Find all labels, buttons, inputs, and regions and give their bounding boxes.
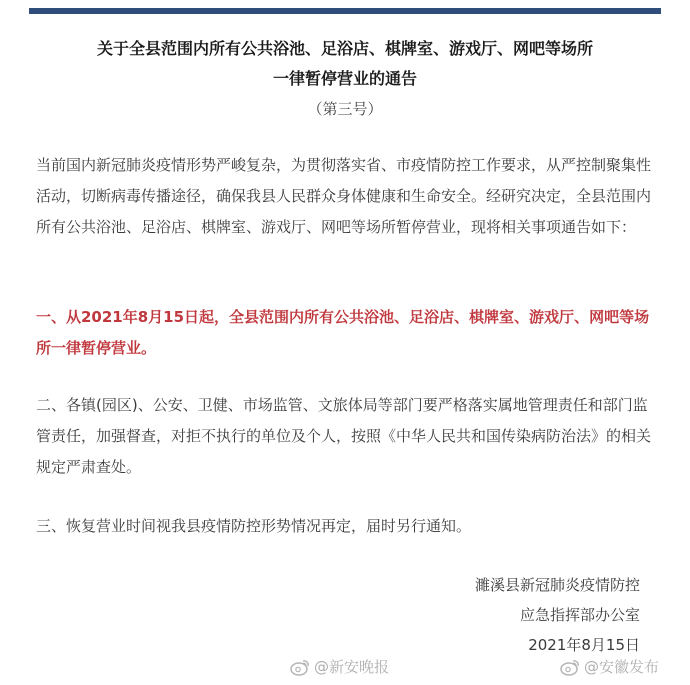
watermark-left-text: @新安晚报 [314,658,390,676]
item-1-paragraph: 一、从2021年8月15日起，全县范围内所有公共浴池、足浴店、棋牌室、游戏厅、网吧等场所一律暂停营业。 [36,308,650,357]
weibo-icon [290,658,310,676]
item-2-paragraph: 二、各镇(园区)、公安、卫健、市场监管、文旅体局等部门要严格落实属地管理责任和部门监管责任，加强督查，对拒不执行的单位及个人，按照《中华人民共和国传染病防治法》的相关规定严肃查处。 [36,396,652,476]
weibo-icon [560,658,580,676]
watermark-xinan-evening [290,656,389,677]
item-3-paragraph: 三、恢复营业时间视我县疫情防控形势情况再定，届时另行通知。 [36,517,472,535]
watermark-anhui-release [560,656,659,677]
signature-date: 2021年8月15日 [528,636,640,654]
notice-number: （第三号） [307,100,383,118]
watermark-right-text: @安徽发布 [584,658,660,676]
header-divider-bar [29,8,661,14]
signature-line1: 濉溪县新冠肺炎疫情防控 [474,576,640,594]
notice-title-line1: 关于全县范围内所有公共浴池、足浴店、棋牌室、游戏厅、网吧等场所 [96,39,593,58]
notice-title-line2: 一律暂停营业的通告 [272,69,417,88]
intro-paragraph: 当前国内新冠肺炎疫情形势严峻复杂，为贯彻落实省、市疫情防控工作要求，从严控制聚集性活动，切断病毒传播途径，确保我县人民群众身体健康和生命安全。经研究决定，全县范围内所有公共浴池、足浴店、棋牌室、游戏厅、网吧等场所暂停营业，现将相关事项通告如下： [36,156,652,236]
signature-line2: 应急指挥部办公室 [519,606,640,624]
